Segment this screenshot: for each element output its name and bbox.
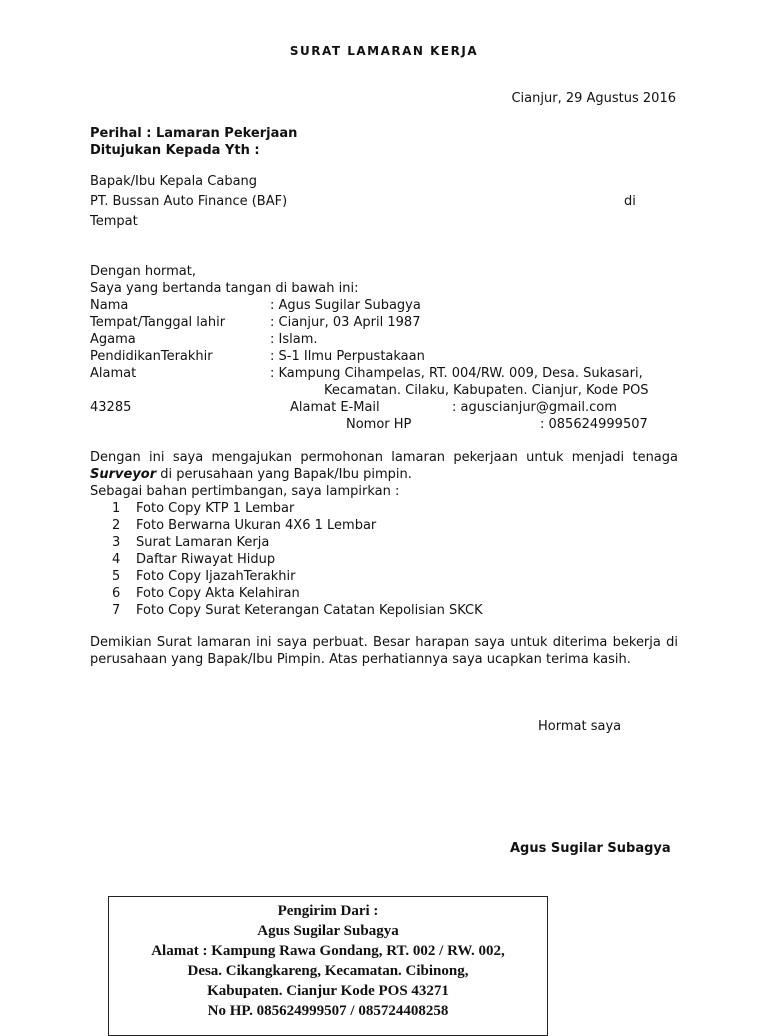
sender-line-3: Alamat : Kampung Rawa Gondang, RT. 002 / RW. 002, bbox=[151, 943, 505, 959]
sender-box bbox=[108, 896, 548, 1036]
recipient-line-2: PT. Bussan Auto Finance (BAF) bbox=[90, 194, 288, 209]
field-hp-value: : 085624999507 bbox=[540, 417, 648, 432]
list-item: 1 Foto Copy KTP 1 Lembar bbox=[112, 501, 295, 516]
field-pendidikan-value: : S-1 Ilmu Perpustakaan bbox=[270, 349, 425, 364]
field-alamat-value-2: Kecamatan. Cilaku, Kabupaten. Cianjur, Kode POS bbox=[324, 383, 649, 398]
subject-line: Perihal : Lamaran Pekerjaan bbox=[90, 126, 298, 141]
field-alamat-value-1: : Kampung Cihampelas, RT. 004/RW. 009, Desa. Sukasari, bbox=[270, 366, 643, 381]
recipient-line-3: Tempat bbox=[90, 214, 138, 229]
letter-title: SURAT LAMARAN KERJA bbox=[289, 44, 479, 58]
field-ttl-value: : Cianjur, 03 April 1987 bbox=[270, 315, 421, 330]
field-alamat-label: Alamat bbox=[90, 366, 137, 381]
letter-date: Cianjur, 29 Agustus 2016 bbox=[511, 91, 676, 106]
field-email-label: Alamat E-Mail bbox=[290, 400, 380, 415]
body-role: Surveyor bbox=[90, 467, 157, 482]
greeting: Dengan hormat, bbox=[90, 264, 197, 279]
signature-name: Agus Sugilar Subagya bbox=[510, 841, 671, 856]
list-item: 5 Foto Copy IjazahTerakhir bbox=[112, 569, 296, 584]
addressed-line: Ditujukan Kepada Yth : bbox=[90, 143, 260, 158]
body-text-pre: Dengan ini saya mengajukan permohonan lamaran pekerjaan untuk menjadi tenaga bbox=[90, 450, 678, 465]
list-item: 6 Foto Copy Akta Kelahiran bbox=[112, 586, 300, 601]
field-agama-value: : Islam. bbox=[270, 332, 318, 347]
list-item: 3 Surat Lamaran Kerja bbox=[112, 535, 270, 550]
recipient-di: di bbox=[624, 194, 636, 209]
field-agama-label: Agama bbox=[90, 332, 136, 347]
sender-line-2: Agus Sugilar Subagya bbox=[257, 923, 399, 939]
recipient-line-1: Bapak/Ibu Kepala Cabang bbox=[90, 174, 258, 189]
field-pendidikan-label: PendidikanTerakhir bbox=[90, 349, 213, 364]
sender-line-1: Pengirim Dari : bbox=[277, 903, 379, 919]
closing-paragraph: Demikian Surat lamaran ini saya perbuat. Besar harapan saya untuk diterima bekerja di perusahaan yang Bapak/Ibu Pimpin. Atas perhatiannya saya ucapkan terima kasih. bbox=[90, 635, 678, 667]
sender-line-5: Kabupaten. Cianjur Kode POS 43271 bbox=[207, 983, 449, 999]
field-nama-label: Nama bbox=[90, 298, 129, 313]
field-email-value: : aguscianjur@gmail.com bbox=[452, 400, 617, 415]
attachments-list bbox=[90, 500, 483, 619]
attachments-intro: Sebagai bahan pertimbangan, saya lampirkan : bbox=[90, 484, 400, 499]
body-paragraph bbox=[90, 449, 678, 483]
sender-line-4: Desa. Cikangkareng, Kecamatan. Cibinong, bbox=[187, 963, 469, 979]
field-ttl-label: Tempat/Tanggal lahir bbox=[90, 315, 226, 330]
list-item: 4 Daftar Riwayat Hidup bbox=[112, 552, 276, 567]
body-text-post: di perusahaan yang Bapak/Ibu pimpin. bbox=[156, 467, 412, 482]
field-alamat-value-3: 43285 bbox=[90, 400, 132, 415]
field-nama-value: : Agus Sugilar Subagya bbox=[270, 298, 421, 313]
sender-line-6: No HP. 085624999507 / 085724408258 bbox=[207, 1003, 449, 1019]
list-item: 2 Foto Berwarna Ukuran 4X6 1 Lembar bbox=[112, 518, 377, 533]
field-hp-label: Nomor HP bbox=[346, 417, 412, 432]
list-item: 7 Foto Copy Surat Keterangan Catatan Kepolisian SKCK bbox=[112, 603, 483, 618]
regards-text: Hormat saya bbox=[538, 719, 622, 734]
intro-line: Saya yang bertanda tangan di bawah ini: bbox=[90, 281, 359, 296]
